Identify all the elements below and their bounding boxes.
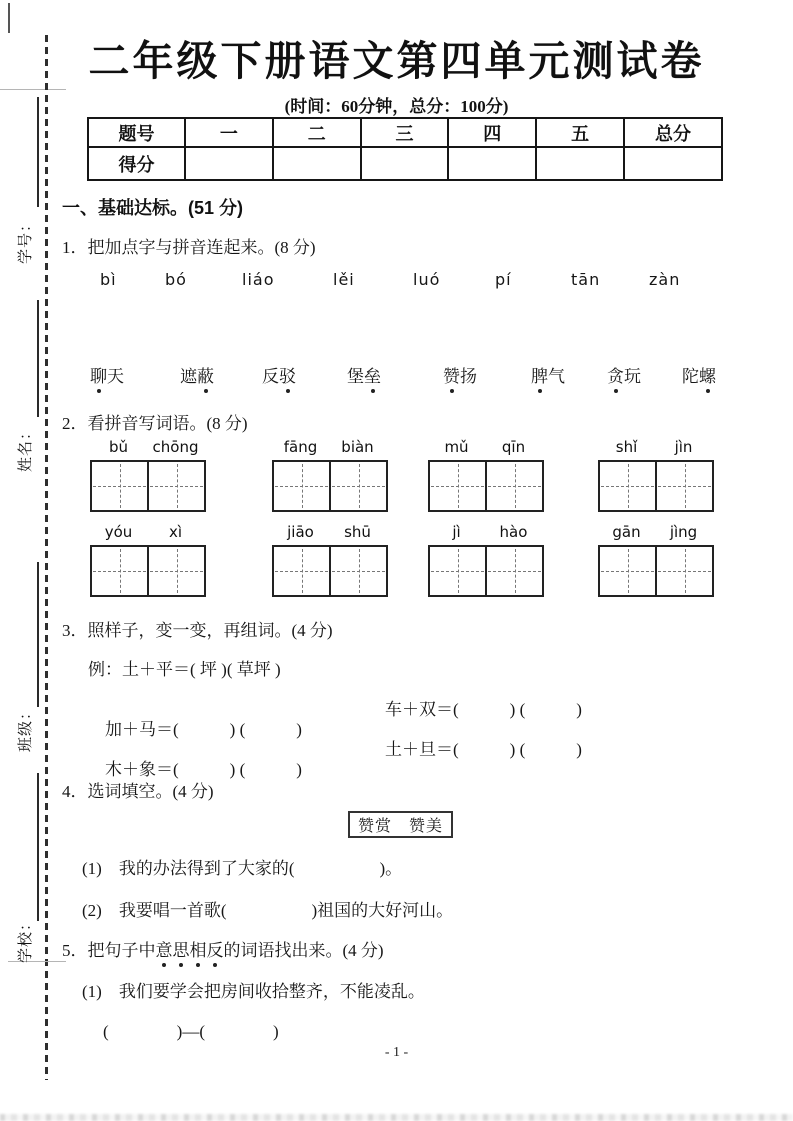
word-item: 脾气 [531, 362, 565, 387]
pinyin-item: liáo [242, 270, 275, 289]
grid-cell [147, 462, 204, 510]
school-label: 学校： [18, 915, 34, 964]
word-item: 遮蔽 [180, 362, 214, 387]
score-cell [361, 147, 449, 180]
q1-words-row [0, 362, 793, 388]
grid-cell [655, 462, 712, 510]
grid-cell [430, 462, 485, 510]
score-table-col: 一 [185, 118, 273, 147]
q2-title: 2．看拼音写词语。(8 分) [62, 414, 248, 433]
writing-grid [598, 545, 714, 597]
grid-cell [274, 547, 329, 595]
score-cell [624, 147, 722, 180]
grid-cell [329, 547, 386, 595]
pinyin-item: bì [100, 270, 117, 289]
score-table-col: 五 [536, 118, 624, 147]
page-title: 二年级下册语文第四单元测试卷 [88, 38, 705, 84]
margin-top-rule [0, 89, 66, 90]
score-table-corner: 题号 [88, 118, 185, 147]
q4-title: 4．选词填空。(4 分) [62, 782, 214, 801]
grid-pinyin-label: shǐ jìn [615, 438, 693, 456]
q1-title: 1．把加点字与拼音连起来。(8 分) [62, 238, 316, 257]
q3-item: 加＋马＝( ) ( ) [105, 720, 302, 739]
q5-answer-line: ( )—( ) [103, 1022, 279, 1041]
page-subtitle: (时间：60分钟，总分：100分) [284, 97, 509, 116]
q3-item: 木＋象＝( ) ( ) [105, 760, 302, 779]
grid-cell [600, 462, 655, 510]
q3-example: 例：土＋平＝( 坪 )( 草坪 ) [88, 660, 281, 679]
q4-item: (1) 我的办法得到了大家的( )。 [82, 859, 403, 878]
pinyin-item: tān [571, 270, 601, 289]
next-page-cutoff-strip [0, 1114, 793, 1121]
score-cell [273, 147, 361, 180]
word-item: 贪玩 [607, 362, 641, 387]
grid-cell [92, 547, 147, 595]
writing-grid [272, 460, 388, 512]
name-blank-line [37, 300, 39, 417]
class-blank-line [37, 562, 39, 707]
q1-pinyin-row [0, 270, 793, 294]
grid-pinyin-label: fāng biàn [283, 438, 374, 456]
q5-item: (1) 我们要学会把房间收拾整齐，不能凌乱。 [82, 982, 425, 1001]
grid-cell [485, 462, 542, 510]
pinyin-item: luó [413, 270, 441, 289]
pinyin-item: pí [495, 270, 512, 289]
grid-cell [92, 462, 147, 510]
writing-grid [598, 460, 714, 512]
q3-item: 土＋旦＝( ) ( ) [385, 740, 582, 759]
word-item: 堡垒 [347, 362, 381, 387]
grid-cell [485, 547, 542, 595]
score-table-score-row [88, 147, 722, 180]
q3-title: 3．照样子，变一变，再组词。(4 分) [62, 621, 333, 640]
grid-cell [600, 547, 655, 595]
word-item: 反驳 [262, 362, 296, 387]
q4-item: (2) 我要唱一首歌( )祖国的大好河山。 [82, 901, 454, 920]
grid-cell [655, 547, 712, 595]
grid-cell [274, 462, 329, 510]
writing-grid [272, 545, 388, 597]
grid-pinyin-label: bǔ chōng [108, 438, 199, 456]
score-cell [536, 147, 624, 180]
score-cell [185, 147, 273, 180]
grid-cell [147, 547, 204, 595]
q3-item: 车＋双＝( ) ( ) [385, 700, 582, 719]
seal-dashed-line [45, 35, 48, 1080]
word-item: 陀螺 [682, 362, 716, 387]
class-label: 班级： [18, 704, 34, 753]
word-bank-box: 赞赏 赞美 [348, 811, 453, 838]
page-number: - 1 - [384, 1045, 409, 1060]
score-cell [448, 147, 536, 180]
writing-grid [428, 545, 544, 597]
score-table-col: 三 [361, 118, 449, 147]
pinyin-item: lěi [333, 270, 355, 289]
q5-title: 5．把句子中意思相反的词语找出来。(4 分) [62, 936, 384, 961]
grid-pinyin-label: mǔ qīn [444, 438, 526, 456]
writing-grid [90, 545, 206, 597]
grid-pinyin-label: jiāo shū [287, 523, 371, 541]
score-table-header-row [88, 118, 722, 147]
grid-cell [329, 462, 386, 510]
pinyin-item: bó [165, 270, 187, 289]
grid-cell [430, 547, 485, 595]
student-id-label: 学号： [18, 216, 34, 265]
writing-grid [90, 460, 206, 512]
score-table-col: 四 [448, 118, 536, 147]
pinyin-item: zàn [649, 270, 681, 289]
word-item: 聊天 [90, 362, 124, 387]
score-row-label: 得分 [88, 147, 185, 180]
score-table-col-total: 总分 [624, 118, 722, 147]
score-table [87, 117, 723, 181]
section-1-heading: 一、基础达标。(51 分) [62, 198, 244, 218]
writing-grid [428, 460, 544, 512]
score-table-col: 二 [273, 118, 361, 147]
grid-pinyin-label: jì hào [452, 523, 528, 541]
grid-pinyin-label: yóu xì [104, 523, 183, 541]
school-blank-line [37, 773, 39, 921]
name-label: 姓名： [18, 424, 34, 473]
word-item: 赞扬 [443, 362, 477, 387]
grid-pinyin-label: gān jìng [612, 523, 698, 541]
